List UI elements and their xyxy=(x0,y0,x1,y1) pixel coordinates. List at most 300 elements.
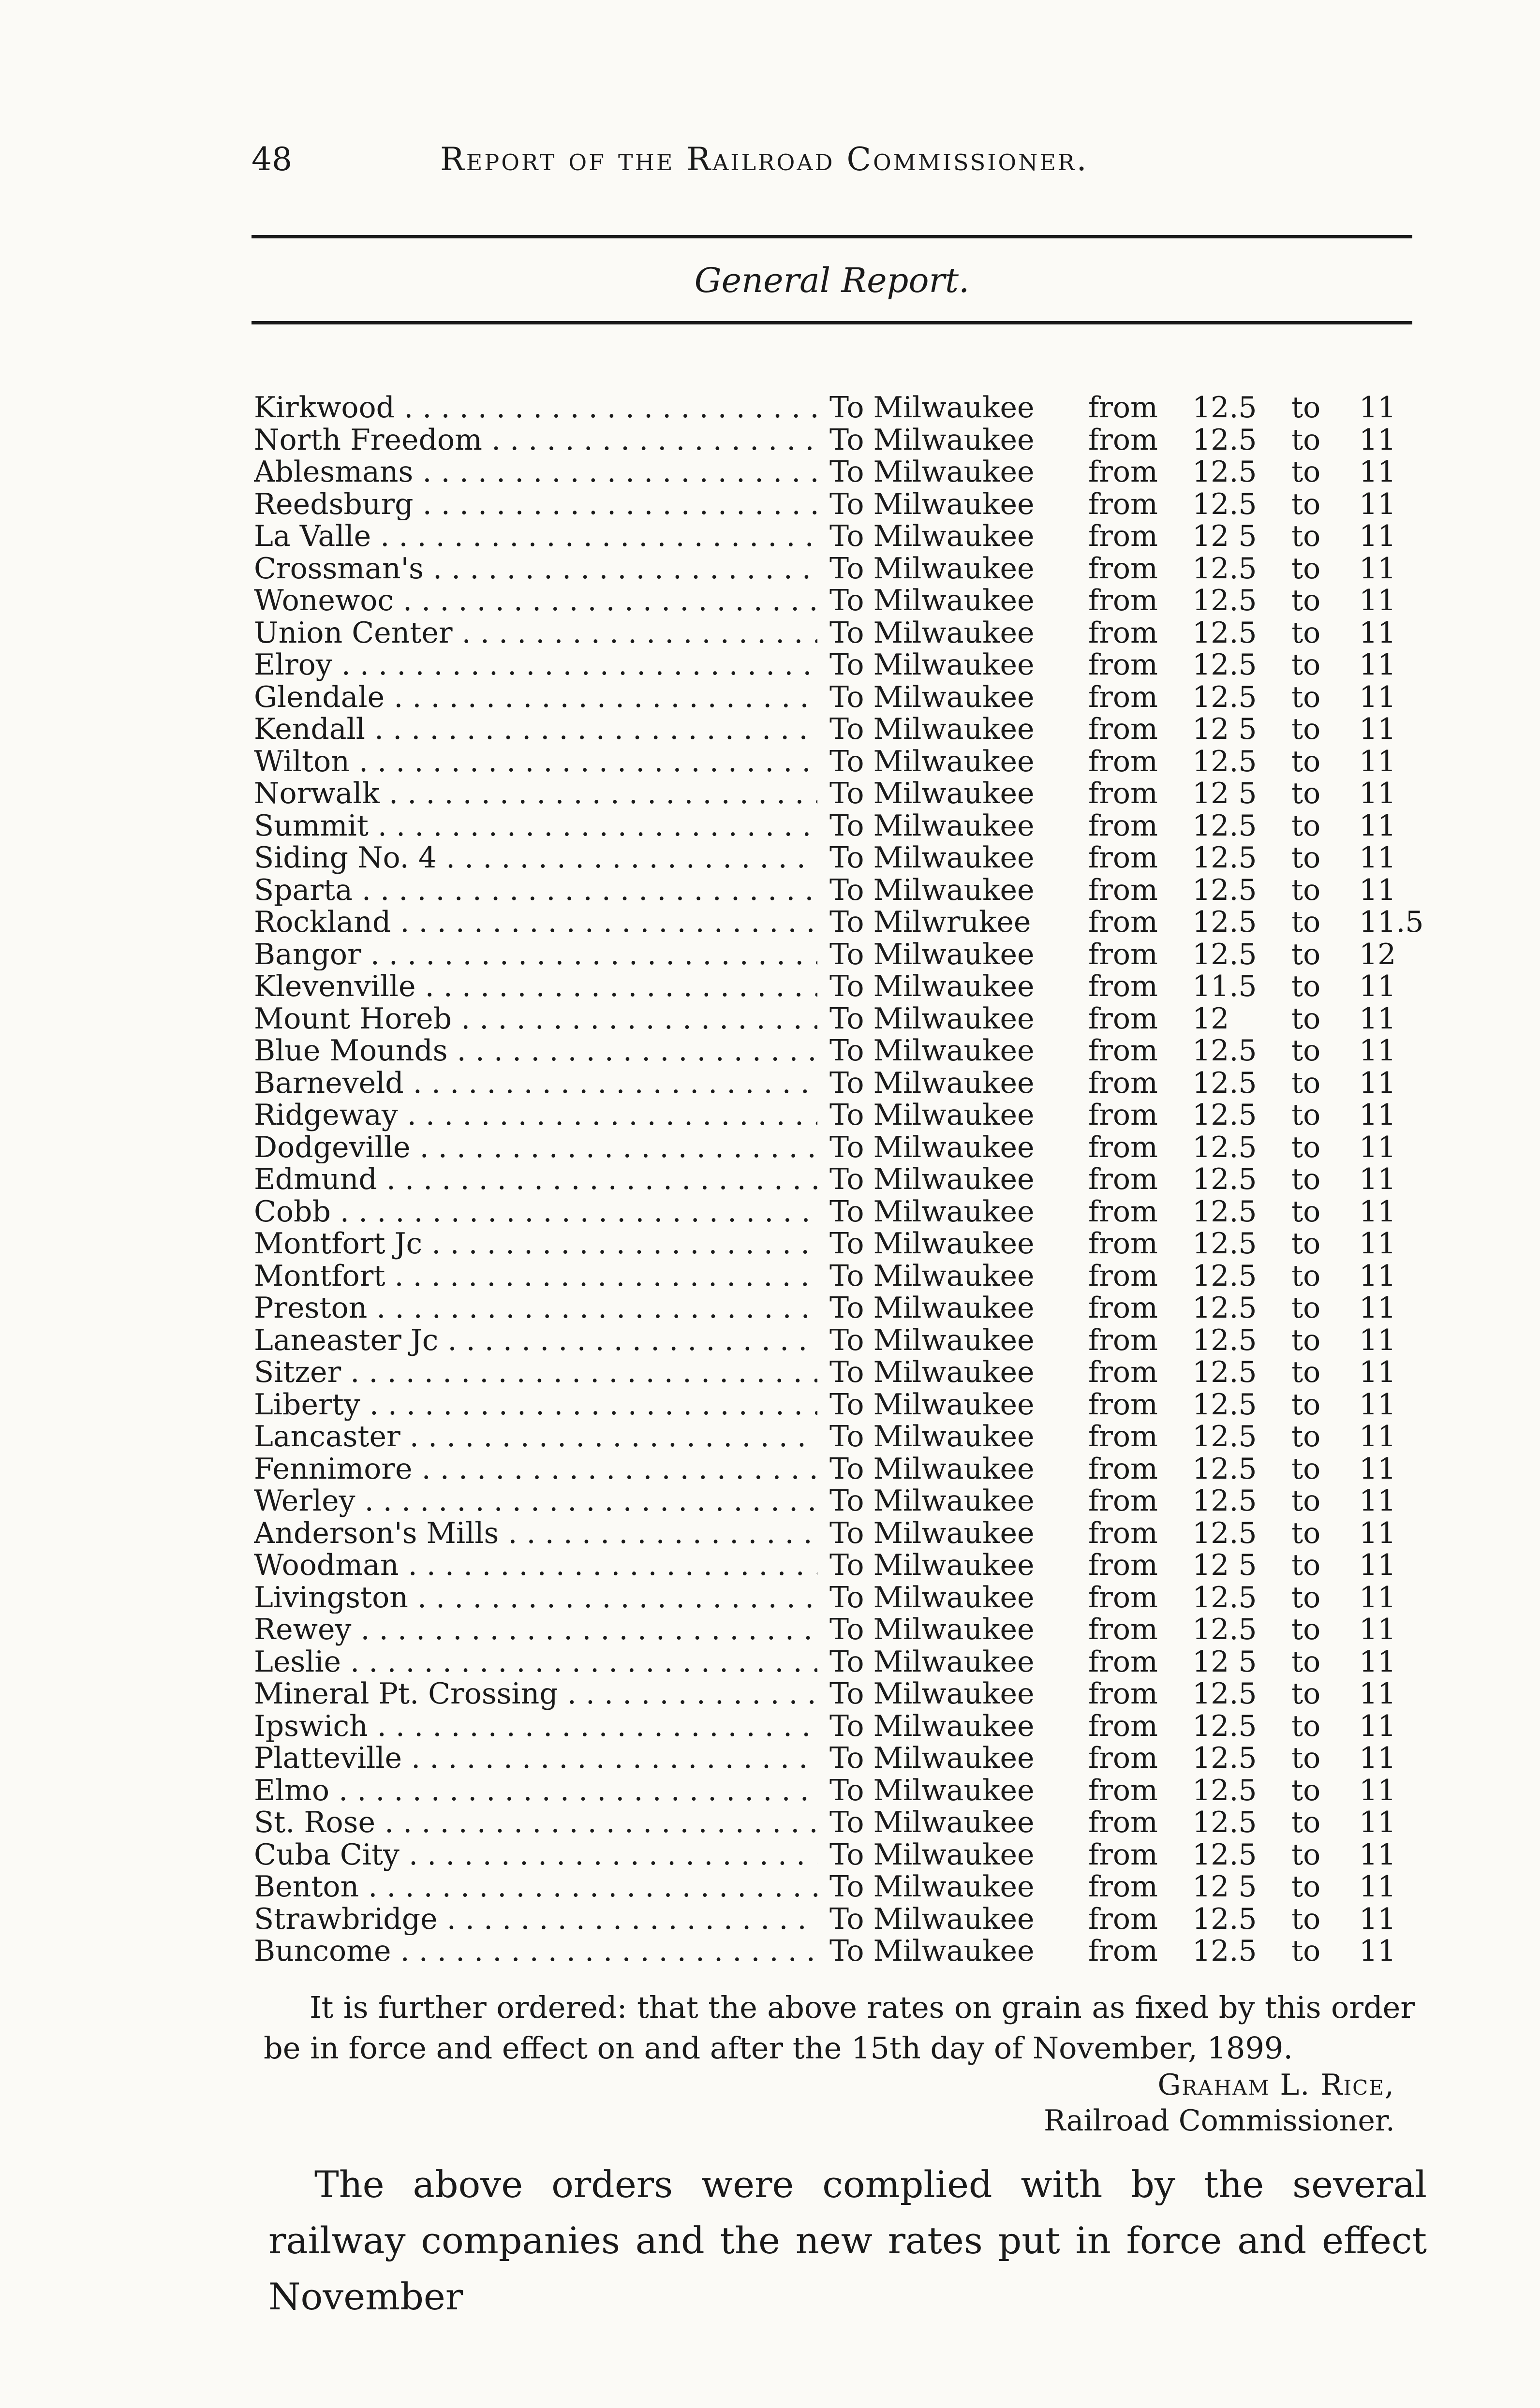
station-name: Glendale . . . xyxy=(254,681,817,714)
to-label: to xyxy=(1291,1741,1321,1775)
rate-to: 11 xyxy=(1359,1420,1396,1454)
to-label: to xyxy=(1291,1548,1321,1582)
rate-to: 11 xyxy=(1359,584,1396,617)
to-label: to xyxy=(1291,1227,1321,1261)
table-row xyxy=(254,1003,1449,1035)
to-label: to xyxy=(1291,1194,1321,1229)
rate-to: 11.5 xyxy=(1359,905,1424,939)
table-row xyxy=(254,713,1449,746)
table-row xyxy=(254,1517,1449,1550)
station-name: Preston . . . xyxy=(254,1292,817,1324)
table-row xyxy=(254,1678,1449,1710)
to-label: to xyxy=(1291,969,1321,1003)
rate-to: 11 xyxy=(1359,969,1396,1003)
to-label: to xyxy=(1291,487,1321,521)
table-row xyxy=(254,1775,1449,1807)
to-label: to xyxy=(1291,455,1321,489)
station-name: Fennimore . . . xyxy=(254,1453,817,1485)
station-name: Leslie . . . xyxy=(254,1646,817,1678)
from-label: from xyxy=(1088,584,1158,617)
destination: To Milwaukee xyxy=(829,1130,1035,1164)
from-label: from xyxy=(1088,1837,1158,1872)
rate-from: 12 xyxy=(1192,1001,1229,1036)
to-label: to xyxy=(1291,1066,1321,1100)
destination: To Milwaukee xyxy=(829,1066,1035,1100)
rate-from: 12.5 xyxy=(1192,1227,1257,1261)
station-name: St. Rose . . . xyxy=(254,1806,817,1839)
signature-block xyxy=(1044,2067,1395,2139)
rate-to: 11 xyxy=(1359,1677,1396,1711)
rate-from: 12.5 xyxy=(1192,1355,1257,1389)
station-name: Norwalk . . . xyxy=(254,778,817,810)
to-label: to xyxy=(1291,1452,1321,1486)
rate-to: 11 xyxy=(1359,1644,1396,1679)
from-label: from xyxy=(1088,680,1158,714)
rate-to: 12 xyxy=(1359,937,1396,971)
destination: To Milwaukee xyxy=(829,1194,1035,1229)
destination: To Milwaukee xyxy=(829,712,1035,746)
station-name: Edmund . . . xyxy=(254,1163,817,1196)
to-label: to xyxy=(1291,1709,1321,1743)
to-label: to xyxy=(1291,1580,1321,1615)
destination: To Milwaukee xyxy=(829,1355,1035,1389)
destination: To Milwrukee xyxy=(829,905,1031,939)
table-row xyxy=(254,1035,1449,1067)
from-label: from xyxy=(1088,551,1158,586)
order-text: It is further ordered: that the above rates on grain as fixed by this order be in force and effect on and after the 15th day of November, 1899. xyxy=(264,1990,1415,2066)
from-label: from xyxy=(1088,1580,1158,1615)
rate-from: 12.5 xyxy=(1192,616,1257,650)
station-name: Strawbridge . . . xyxy=(254,1903,817,1936)
table-row xyxy=(254,1614,1449,1646)
from-label: from xyxy=(1088,1870,1158,1904)
table-row xyxy=(254,1163,1449,1196)
to-label: to xyxy=(1291,1034,1321,1068)
rate-to: 11 xyxy=(1359,648,1396,682)
to-label: to xyxy=(1291,551,1321,586)
rate-to: 11 xyxy=(1359,1259,1396,1293)
to-label: to xyxy=(1291,873,1321,907)
from-label: from xyxy=(1088,1420,1158,1454)
table-row xyxy=(254,810,1449,842)
from-label: from xyxy=(1088,777,1158,810)
to-label: to xyxy=(1291,1934,1321,1968)
to-label: to xyxy=(1291,1130,1321,1164)
to-label: to xyxy=(1291,1323,1321,1357)
from-label: from xyxy=(1088,1291,1158,1325)
table-row xyxy=(254,1871,1449,1903)
rate-to: 11 xyxy=(1359,616,1396,650)
station-name: Blue Mounds . . . xyxy=(254,1035,817,1067)
from-label: from xyxy=(1088,487,1158,521)
rate-from: 12.5 xyxy=(1192,841,1257,875)
from-label: from xyxy=(1088,873,1158,907)
station-name: Benton . . . xyxy=(254,1871,817,1903)
destination: To Milwaukee xyxy=(829,1484,1035,1518)
to-label: to xyxy=(1291,1098,1321,1132)
station-name: Cobb . . . xyxy=(254,1196,817,1228)
rate-to: 11 xyxy=(1359,1355,1396,1389)
destination: To Milwaukee xyxy=(829,1227,1035,1261)
station-name: Union Center . . . xyxy=(254,617,817,649)
destination: To Milwaukee xyxy=(829,680,1035,714)
rate-from: 12.5 xyxy=(1192,1837,1257,1872)
rate-from: 12.5 xyxy=(1192,1162,1257,1196)
to-label: to xyxy=(1291,1162,1321,1196)
destination: To Milwaukee xyxy=(829,1034,1035,1068)
from-label: from xyxy=(1088,616,1158,650)
to-label: to xyxy=(1291,519,1321,553)
table-row xyxy=(254,585,1449,617)
to-label: to xyxy=(1291,391,1321,425)
from-label: from xyxy=(1088,1194,1158,1229)
station-name: Barneveld . . . xyxy=(254,1067,817,1100)
rate-to: 11 xyxy=(1359,1613,1396,1646)
running-head: Report of the Railroad Commissioner. xyxy=(440,141,1089,178)
table-row xyxy=(254,1292,1449,1324)
rate-from: 12.5 xyxy=(1192,905,1257,939)
destination: To Milwaukee xyxy=(829,841,1035,875)
table-row xyxy=(254,874,1449,907)
rate-from: 12 5 xyxy=(1192,1644,1257,1679)
to-label: to xyxy=(1291,1806,1321,1839)
rate-to: 11 xyxy=(1359,391,1396,425)
from-label: from xyxy=(1088,1677,1158,1711)
from-label: from xyxy=(1088,1452,1158,1486)
station-name: Crossman's . . . xyxy=(254,553,817,585)
table-row xyxy=(254,456,1449,488)
station-name: Klevenville . . . xyxy=(254,970,817,1003)
to-label: to xyxy=(1291,1355,1321,1389)
rate-from: 12 5 xyxy=(1192,712,1257,746)
destination: To Milwaukee xyxy=(829,937,1035,971)
table-row xyxy=(254,1710,1449,1743)
rate-from: 12.5 xyxy=(1192,937,1257,971)
station-name: Montfort Jc . . . xyxy=(254,1228,817,1260)
to-label: to xyxy=(1291,1773,1321,1807)
table-row xyxy=(254,906,1449,939)
from-label: from xyxy=(1088,1644,1158,1679)
rate-to: 11 xyxy=(1359,1806,1396,1839)
station-name: Laneaster Jc . . . xyxy=(254,1324,817,1357)
rate-from: 12.5 xyxy=(1192,455,1257,489)
table-row xyxy=(254,1389,1449,1421)
from-label: from xyxy=(1088,1130,1158,1164)
destination: To Milwaukee xyxy=(829,1806,1035,1839)
table-row xyxy=(254,1453,1449,1485)
rate-to: 11 xyxy=(1359,1516,1396,1550)
rate-from: 12.5 xyxy=(1192,744,1257,778)
table-row xyxy=(254,1806,1449,1839)
from-label: from xyxy=(1088,1227,1158,1261)
table-row xyxy=(254,778,1449,810)
station-name: Platteville . . . xyxy=(254,1742,817,1775)
to-label: to xyxy=(1291,808,1321,843)
signature-title: Railroad Commissioner. xyxy=(1044,2104,1395,2138)
destination: To Milwaukee xyxy=(829,1837,1035,1872)
destination: To Milwaukee xyxy=(829,1644,1035,1679)
destination: To Milwaukee xyxy=(829,648,1035,682)
rate-from: 12.5 xyxy=(1192,1291,1257,1325)
to-label: to xyxy=(1291,1516,1321,1550)
table-row xyxy=(254,1324,1449,1357)
signature-name: Graham L. Rice, xyxy=(1157,2068,1395,2102)
rate-from: 12.5 xyxy=(1192,1420,1257,1454)
table-row xyxy=(254,1356,1449,1389)
table-row xyxy=(254,842,1449,874)
rate-to: 11 xyxy=(1359,1034,1396,1068)
table-row xyxy=(254,1935,1449,1968)
table-row xyxy=(254,681,1449,714)
rate-from: 12.5 xyxy=(1192,1709,1257,1743)
destination: To Milwaukee xyxy=(829,1870,1035,1904)
destination: To Milwaukee xyxy=(829,1452,1035,1486)
station-name: Werley . . . xyxy=(254,1485,817,1517)
rate-from: 12.5 xyxy=(1192,1934,1257,1968)
rate-from: 12 5 xyxy=(1192,519,1257,553)
destination: To Milwaukee xyxy=(829,1420,1035,1454)
to-label: to xyxy=(1291,648,1321,682)
rate-to: 11 xyxy=(1359,1741,1396,1775)
table-row xyxy=(254,746,1449,778)
to-label: to xyxy=(1291,905,1321,939)
to-label: to xyxy=(1291,423,1321,457)
from-label: from xyxy=(1088,1709,1158,1743)
station-name: Kendall . . . xyxy=(254,713,817,746)
to-label: to xyxy=(1291,841,1321,875)
station-name: Sparta . . . xyxy=(254,874,817,907)
bottom-rule xyxy=(252,321,1412,324)
table-row xyxy=(254,424,1449,456)
table-row xyxy=(254,939,1449,971)
destination: To Milwaukee xyxy=(829,1098,1035,1132)
rate-from: 12.5 xyxy=(1192,423,1257,457)
rate-to: 11 xyxy=(1359,551,1396,586)
rate-to: 11 xyxy=(1359,1194,1396,1229)
from-label: from xyxy=(1088,455,1158,489)
to-label: to xyxy=(1291,1644,1321,1679)
table-row xyxy=(254,1549,1449,1582)
section-title: General Report. xyxy=(694,261,970,300)
from-label: from xyxy=(1088,391,1158,425)
station-name: Buncome . . . xyxy=(254,1935,817,1968)
rate-to: 11 xyxy=(1359,1484,1396,1518)
order-paragraph xyxy=(264,1987,1415,2069)
destination: To Milwaukee xyxy=(829,873,1035,907)
to-label: to xyxy=(1291,1259,1321,1293)
table-row xyxy=(254,649,1449,681)
table-row xyxy=(254,1646,1449,1678)
destination: To Milwaukee xyxy=(829,969,1035,1003)
table-row xyxy=(254,1131,1449,1164)
rate-to: 11 xyxy=(1359,1130,1396,1164)
rate-to: 11 xyxy=(1359,1580,1396,1615)
to-label: to xyxy=(1291,712,1321,746)
table-row xyxy=(254,488,1449,521)
to-label: to xyxy=(1291,680,1321,714)
closing-text: The above orders were complied with by the several railway companies and the new rates put in force and effect November xyxy=(268,2163,1427,2318)
destination: To Milwaukee xyxy=(829,1677,1035,1711)
rate-to: 11 xyxy=(1359,519,1396,553)
table-row xyxy=(254,1196,1449,1228)
table-row xyxy=(254,1260,1449,1292)
destination: To Milwaukee xyxy=(829,777,1035,810)
to-label: to xyxy=(1291,1387,1321,1422)
from-label: from xyxy=(1088,1484,1158,1518)
page-number: 48 xyxy=(252,141,292,178)
rate-to: 11 xyxy=(1359,1001,1396,1036)
table-row xyxy=(254,1839,1449,1871)
rate-from: 12.5 xyxy=(1192,1130,1257,1164)
table-row xyxy=(254,1067,1449,1100)
from-label: from xyxy=(1088,1355,1158,1389)
rate-from: 12.5 xyxy=(1192,1387,1257,1422)
rate-from: 12.5 xyxy=(1192,584,1257,617)
rate-to: 11 xyxy=(1359,423,1396,457)
to-label: to xyxy=(1291,1902,1321,1936)
destination: To Milwaukee xyxy=(829,616,1035,650)
rate-from: 12.5 xyxy=(1192,1034,1257,1068)
to-label: to xyxy=(1291,1001,1321,1036)
destination: To Milwaukee xyxy=(829,1934,1035,1968)
station-name: Ablesmans . . . xyxy=(254,456,817,488)
table-row xyxy=(254,1742,1449,1775)
table-row xyxy=(254,1903,1449,1936)
destination: To Milwaukee xyxy=(829,1323,1035,1357)
rate-from: 12.5 xyxy=(1192,1677,1257,1711)
table-row xyxy=(254,392,1449,424)
to-label: to xyxy=(1291,1484,1321,1518)
from-label: from xyxy=(1088,648,1158,682)
station-name: Dodgeville . . . xyxy=(254,1131,817,1164)
rate-to: 11 xyxy=(1359,1387,1396,1422)
station-name: Bangor . . . xyxy=(254,939,817,971)
rate-from: 12.5 xyxy=(1192,1066,1257,1100)
from-label: from xyxy=(1088,1387,1158,1422)
destination: To Milwaukee xyxy=(829,1548,1035,1582)
rate-from: 12.5 xyxy=(1192,808,1257,843)
from-label: from xyxy=(1088,423,1158,457)
station-name: Elroy . . . xyxy=(254,649,817,681)
destination: To Milwaukee xyxy=(829,551,1035,586)
rate-from: 12 5 xyxy=(1192,1548,1257,1582)
table-row xyxy=(254,1582,1449,1614)
destination: To Milwaukee xyxy=(829,1613,1035,1646)
destination: To Milwaukee xyxy=(829,1387,1035,1422)
rate-to: 11 xyxy=(1359,487,1396,521)
rate-to: 11 xyxy=(1359,1227,1396,1261)
rate-to: 11 xyxy=(1359,1066,1396,1100)
rate-from: 12.5 xyxy=(1192,1098,1257,1132)
rate-to: 11 xyxy=(1359,1452,1396,1486)
station-name: Wilton . . . xyxy=(254,746,817,778)
to-label: to xyxy=(1291,1870,1321,1904)
from-label: from xyxy=(1088,1066,1158,1100)
destination: To Milwaukee xyxy=(829,808,1035,843)
destination: To Milwaukee xyxy=(829,1291,1035,1325)
rate-to: 11 xyxy=(1359,680,1396,714)
from-label: from xyxy=(1088,905,1158,939)
to-label: to xyxy=(1291,1291,1321,1325)
rate-from: 12.5 xyxy=(1192,391,1257,425)
rate-from: 12.5 xyxy=(1192,1741,1257,1775)
rate-from: 12.5 xyxy=(1192,873,1257,907)
station-name: La Valle . . . xyxy=(254,520,817,553)
top-rule xyxy=(252,235,1412,238)
table-row xyxy=(254,1485,1449,1517)
to-label: to xyxy=(1291,1677,1321,1711)
rate-to: 11 xyxy=(1359,1902,1396,1936)
table-row xyxy=(254,1099,1449,1131)
rate-to: 11 xyxy=(1359,1291,1396,1325)
from-label: from xyxy=(1088,1806,1158,1839)
from-label: from xyxy=(1088,937,1158,971)
destination: To Milwaukee xyxy=(829,1162,1035,1196)
rate-to: 11 xyxy=(1359,1709,1396,1743)
from-label: from xyxy=(1088,1902,1158,1936)
rate-from: 12.5 xyxy=(1192,1902,1257,1936)
rate-to: 11 xyxy=(1359,1934,1396,1968)
destination: To Milwaukee xyxy=(829,584,1035,617)
station-name: Cuba City . . . xyxy=(254,1839,817,1871)
to-label: to xyxy=(1291,744,1321,778)
from-label: from xyxy=(1088,1516,1158,1550)
rate-from: 12.5 xyxy=(1192,648,1257,682)
from-label: from xyxy=(1088,1001,1158,1036)
destination: To Milwaukee xyxy=(829,423,1035,457)
rate-from: 12 5 xyxy=(1192,1870,1257,1904)
to-label: to xyxy=(1291,777,1321,810)
from-label: from xyxy=(1088,1162,1158,1196)
to-label: to xyxy=(1291,937,1321,971)
rate-from: 12.5 xyxy=(1192,1516,1257,1550)
from-label: from xyxy=(1088,1259,1158,1293)
station-name: Mineral Pt. Crossing . . . xyxy=(254,1678,817,1710)
rate-table xyxy=(254,392,1449,1968)
destination: To Milwaukee xyxy=(829,1259,1035,1293)
destination: To Milwaukee xyxy=(829,1709,1035,1743)
from-label: from xyxy=(1088,712,1158,746)
rate-to: 11 xyxy=(1359,1837,1396,1872)
destination: To Milwaukee xyxy=(829,1741,1035,1775)
rate-to: 11 xyxy=(1359,1773,1396,1807)
rate-from: 11.5 xyxy=(1192,969,1257,1003)
station-name: Livingston . . . xyxy=(254,1582,817,1614)
station-name: Ipswich . . . xyxy=(254,1710,817,1743)
destination: To Milwaukee xyxy=(829,487,1035,521)
station-name: Anderson's Mills . . . xyxy=(254,1517,817,1550)
station-name: Wonewoc . . . xyxy=(254,585,817,617)
rate-from: 12.5 xyxy=(1192,1806,1257,1839)
rate-from: 12.5 xyxy=(1192,551,1257,586)
from-label: from xyxy=(1088,808,1158,843)
from-label: from xyxy=(1088,744,1158,778)
to-label: to xyxy=(1291,616,1321,650)
rate-from: 12.5 xyxy=(1192,1484,1257,1518)
rate-from: 12.5 xyxy=(1192,1580,1257,1615)
station-name: Rewey . . . xyxy=(254,1614,817,1646)
from-label: from xyxy=(1088,519,1158,553)
rate-from: 12.5 xyxy=(1192,1259,1257,1293)
from-label: from xyxy=(1088,1548,1158,1582)
rate-to: 11 xyxy=(1359,808,1396,843)
to-label: to xyxy=(1291,1613,1321,1646)
destination: To Milwaukee xyxy=(829,1001,1035,1036)
table-row xyxy=(254,1228,1449,1260)
from-label: from xyxy=(1088,1323,1158,1357)
rate-to: 11 xyxy=(1359,712,1396,746)
rate-to: 11 xyxy=(1359,1323,1396,1357)
